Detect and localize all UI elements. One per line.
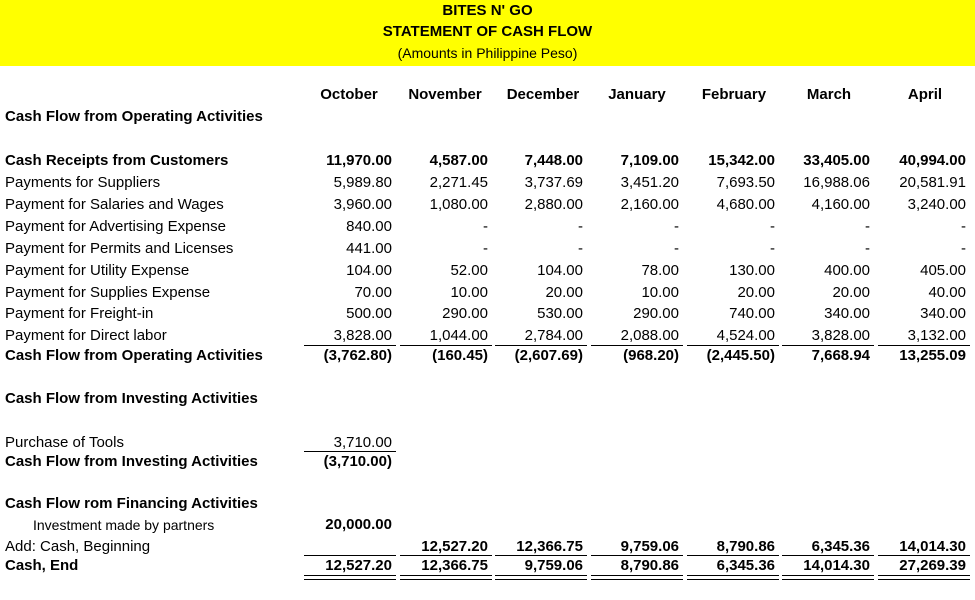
cell-october: 20,000.00 xyxy=(325,516,392,533)
cell-october: 840.00 xyxy=(346,218,392,235)
cell-february: 8,790.86 xyxy=(716,538,775,555)
cell-january: - xyxy=(674,218,679,235)
title-banner xyxy=(0,0,975,66)
operating-row xyxy=(0,239,975,259)
section-title-investing xyxy=(0,389,975,409)
operating-row xyxy=(0,151,975,171)
statement-title: STATEMENT OF CASH FLOW xyxy=(382,23,593,40)
investing-row xyxy=(0,433,975,453)
operating-row xyxy=(0,173,975,193)
cell-march: 16,988.06 xyxy=(803,174,870,191)
cell-february: - xyxy=(770,240,775,257)
row-label: Cash, End xyxy=(5,557,79,574)
cell-november: 1,044.00 xyxy=(429,327,488,344)
cell-january: 290.00 xyxy=(633,305,679,322)
row-label: Cash Flow from Operating Activities xyxy=(5,108,263,125)
cell-january: 8,790.86 xyxy=(620,557,679,574)
cell-april: 3,132.00 xyxy=(907,327,966,344)
cell-february: (2,445.50) xyxy=(706,347,775,364)
cell-december: 104.00 xyxy=(537,262,583,279)
row-label: Cash Receipts from Customers xyxy=(5,152,229,169)
cell-february: 7,693.50 xyxy=(716,174,775,191)
cell-march: 20.00 xyxy=(832,284,870,301)
month-header-november: November xyxy=(408,86,482,103)
cell-march: 3,828.00 xyxy=(811,327,870,344)
cell-october: 3,710.00 xyxy=(333,434,392,451)
row-label: Cash Flow rom Financing Activities xyxy=(5,495,258,512)
cell-february: 20.00 xyxy=(737,284,775,301)
double-underline xyxy=(878,575,970,580)
cell-october: 12,527.20 xyxy=(325,557,392,574)
cell-october: 3,960.00 xyxy=(333,196,392,213)
cell-december: 530.00 xyxy=(537,305,583,322)
cell-january: (968.20) xyxy=(623,347,679,364)
cell-april: 14,014.30 xyxy=(899,538,966,555)
cell-november: 290.00 xyxy=(442,305,488,322)
cell-march: 400.00 xyxy=(824,262,870,279)
cell-january: - xyxy=(674,240,679,257)
cell-april: 340.00 xyxy=(920,305,966,322)
cell-april: 27,269.39 xyxy=(899,557,966,574)
row-label: Add: Cash, Beginning xyxy=(5,538,151,555)
cell-december: - xyxy=(578,218,583,235)
cell-october: 5,989.80 xyxy=(333,174,392,191)
cell-january: 78.00 xyxy=(641,262,679,279)
cell-march: 340.00 xyxy=(824,305,870,322)
row-label: Purchase of Tools xyxy=(5,434,124,451)
cell-october: (3,710.00) xyxy=(323,453,392,470)
cell-november: 52.00 xyxy=(450,262,488,279)
month-header-january: January xyxy=(608,86,666,103)
cell-november: 4,587.00 xyxy=(429,152,488,169)
month-header-march: March xyxy=(806,86,852,103)
row-label: Payments for Suppliers xyxy=(5,174,161,191)
company-name: BITES N' GO xyxy=(442,2,533,19)
cell-march: 4,160.00 xyxy=(811,196,870,213)
cell-april: 20,581.91 xyxy=(899,174,966,191)
operating-row xyxy=(0,217,975,237)
row-label: Payment for Salaries and Wages xyxy=(5,196,224,213)
cell-april: 13,255.09 xyxy=(899,347,966,364)
cell-april: 3,240.00 xyxy=(907,196,966,213)
cell-december: 2,880.00 xyxy=(524,196,583,213)
cell-april: 40,994.00 xyxy=(899,152,966,169)
cell-november: 12,527.20 xyxy=(421,538,488,555)
cell-december: 7,448.00 xyxy=(524,152,583,169)
cell-january: 10.00 xyxy=(641,284,679,301)
month-header-april: April xyxy=(907,86,943,103)
operating-row xyxy=(0,261,975,281)
cell-december: (2,607.69) xyxy=(514,347,583,364)
cell-march: 7,668.94 xyxy=(811,347,870,364)
operating-total-row xyxy=(0,346,975,366)
investing-total-row xyxy=(0,452,975,472)
cell-november: 12,366.75 xyxy=(421,557,488,574)
cell-october: 441.00 xyxy=(346,240,392,257)
cell-february: 740.00 xyxy=(729,305,775,322)
cell-october: 500.00 xyxy=(346,305,392,322)
cell-october: 104.00 xyxy=(346,262,392,279)
cell-april: - xyxy=(961,240,966,257)
row-label: Cash Flow from Operating Activities xyxy=(5,347,263,364)
cell-october: (3,762.80) xyxy=(323,347,392,364)
cell-february: 4,524.00 xyxy=(716,327,775,344)
double-underline xyxy=(591,575,683,580)
month-header-february: February xyxy=(701,86,767,103)
row-label: Payment for Supplies Expense xyxy=(5,284,211,301)
cell-february: 15,342.00 xyxy=(708,152,775,169)
cell-december: 3,737.69 xyxy=(524,174,583,191)
cell-march: - xyxy=(865,240,870,257)
section-title-operating xyxy=(0,107,975,127)
section-title-financing xyxy=(0,494,975,514)
double-underline xyxy=(400,575,492,580)
cell-april: - xyxy=(961,218,966,235)
month-header-october: October xyxy=(320,86,378,103)
cell-november: 1,080.00 xyxy=(429,196,488,213)
cell-october: 11,970.00 xyxy=(326,152,392,169)
double-underline xyxy=(687,575,779,580)
row-label: Payment for Utility Expense xyxy=(5,262,190,279)
financing-row xyxy=(0,515,975,535)
cell-march: 6,345.36 xyxy=(811,538,870,555)
cell-february: 4,680.00 xyxy=(716,196,775,213)
operating-row xyxy=(0,304,975,324)
cell-december: 2,784.00 xyxy=(524,327,583,344)
row-label: Investment made by partners xyxy=(33,517,215,533)
row-label: Payment for Permits and Licenses xyxy=(5,240,234,257)
row-label: Payment for Direct labor xyxy=(5,327,167,344)
operating-row xyxy=(0,195,975,215)
cell-april: 405.00 xyxy=(920,262,966,279)
double-underline xyxy=(495,575,587,580)
cell-november: 10.00 xyxy=(450,284,488,301)
row-label: Payment for Advertising Expense xyxy=(5,218,226,235)
cell-january: 3,451.20 xyxy=(620,174,679,191)
row-label: Payment for Freight-in xyxy=(5,305,154,322)
cell-march: 33,405.00 xyxy=(803,152,870,169)
cell-february: 130.00 xyxy=(729,262,775,279)
cell-december: 20.00 xyxy=(545,284,583,301)
operating-row xyxy=(0,326,975,346)
double-underline xyxy=(304,575,396,580)
cell-march: - xyxy=(865,218,870,235)
cell-november: (160.45) xyxy=(432,347,488,364)
cell-december: - xyxy=(578,240,583,257)
cell-april: 40.00 xyxy=(928,284,966,301)
double-underline xyxy=(782,575,874,580)
month-header-december: December xyxy=(506,86,580,103)
cell-december: 12,366.75 xyxy=(516,538,583,555)
cell-november: 2,271.45 xyxy=(429,174,488,191)
cell-march: 14,014.30 xyxy=(803,557,870,574)
cell-january: 2,088.00 xyxy=(620,327,679,344)
cell-january: 7,109.00 xyxy=(620,152,679,169)
cell-december: 9,759.06 xyxy=(524,557,583,574)
cash-end-row xyxy=(0,556,975,576)
cell-january: 2,160.00 xyxy=(620,196,679,213)
cell-february: 6,345.36 xyxy=(716,557,775,574)
cell-february: - xyxy=(770,218,775,235)
cash-beginning-row xyxy=(0,537,975,557)
cell-january: 9,759.06 xyxy=(620,538,679,555)
cell-november: - xyxy=(483,240,488,257)
operating-row xyxy=(0,283,975,303)
currency-note: (Amounts in Philippine Peso) xyxy=(397,45,578,61)
cell-november: - xyxy=(483,218,488,235)
cell-october: 3,828.00 xyxy=(333,327,392,344)
row-label: Cash Flow from Investing Activities xyxy=(5,390,258,407)
cell-october: 70.00 xyxy=(354,284,392,301)
row-label: Cash Flow from Investing Activities xyxy=(5,453,258,470)
